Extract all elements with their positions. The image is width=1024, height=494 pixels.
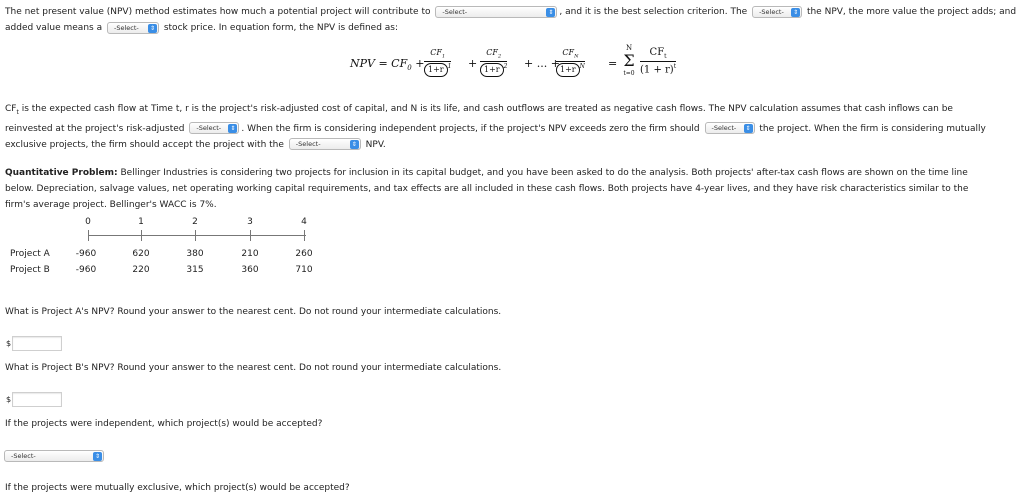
explain-text-4: the project. When the firm is considering mutually: [759, 123, 986, 134]
dropdown-arrow-icon: ⇕: [230, 125, 236, 133]
cf-subscript: t: [16, 108, 19, 116]
project-a-cf: 620: [132, 249, 150, 259]
question-project-a-npv: What is Project A's NPV? Round your answer to the nearest cent. Do not round your intermediate calculations.: [5, 307, 502, 317]
timeline-tick: [88, 230, 89, 241]
select-value: -Select-: [442, 7, 468, 16]
dropdown-arrow-icon: ⇕: [548, 8, 554, 16]
problem-label: Quantitative Problem:: [5, 168, 118, 178]
project-b-cf: -960: [75, 265, 97, 275]
project-b-cf: 360: [241, 265, 259, 275]
formula-sum-term: $CF_t$ $(1 + r)^t$: [640, 47, 677, 76]
intro-text-5: stock price. In equation form, the NPV is defined as:: [163, 23, 399, 33]
intro-text-1: The net present value (NPV) method estimates how much a potential project will contribute to: [5, 7, 431, 17]
timeline-tick: [304, 230, 305, 241]
highest-npv-select[interactable]: [289, 138, 361, 150]
sigma-icon: Σ: [623, 51, 635, 70]
reinvestment-select[interactable]: [189, 122, 239, 134]
period-label: 4: [301, 217, 307, 227]
project-a-npv-input[interactable]: [12, 336, 62, 351]
formula-term-1: $\frac{CF_1}{1+r ^1}$: [424, 48, 451, 77]
project-a-cf: 380: [186, 249, 204, 259]
explain-text-2: reinvested at the project's risk-adjusted: [5, 123, 185, 134]
formula-term-2: $\frac{CF_2}{1+r ^2}$: [480, 48, 507, 77]
select-value: -Select-: [113, 23, 139, 32]
problem-paragraph: [5, 165, 1020, 213]
project-a-cf: 260: [295, 249, 313, 259]
select-value: -Select-: [11, 452, 36, 460]
dropdown-arrow-icon: ⇕: [793, 8, 799, 16]
explain-text-5: exclusive projects, the firm should accept the project with the: [5, 139, 284, 150]
project-b-npv-input[interactable]: [12, 392, 62, 407]
project-b-cf: 315: [186, 265, 204, 275]
period-label: 2: [192, 217, 198, 227]
period-label: 3: [247, 217, 253, 227]
timeline-axis: [88, 235, 306, 236]
explain-text-1: is the expected cash flow at Time t, r is the project's risk-adjusted cost of capital, and N is its life, and cash outflows are treated as negative cash flows. The NPV calculation assumes that cash inflows can be: [21, 104, 953, 114]
project-a-cf: -960: [75, 249, 97, 259]
question-independent: If the projects were independent, which project(s) would be accepted?: [5, 419, 323, 429]
project-b-label: Project B: [10, 265, 50, 275]
timeline-tick: [141, 230, 142, 241]
select-value: -Select-: [196, 124, 222, 133]
dropdown-arrow-icon: ⇕: [351, 141, 357, 149]
intro-text-3: the NPV, the more value the project adds; and: [806, 7, 1017, 17]
explanation-paragraph: [5, 101, 1020, 153]
formula-ellipsis: + ... +: [524, 57, 560, 70]
sigma-lower-limit: t=0: [623, 70, 635, 77]
select-value: -Select-: [711, 124, 737, 133]
timeline-tick: [195, 230, 196, 241]
project-b-cf: 710: [295, 265, 313, 275]
problem-line-1: Bellinger Industries is considering two projects for inclusion in its capital budget, and you have been asked to do the analysis. Both projects' after-tax cash flows are shown on the time line: [120, 168, 968, 178]
independent-projects-select[interactable]: [4, 450, 104, 462]
stock-price-select[interactable]: [107, 22, 159, 34]
dropdown-arrow-icon: ⇕: [745, 125, 751, 133]
intro-text-2: , and it is the best selection criterion. The: [559, 7, 748, 17]
sigma-upper-limit: N: [625, 44, 633, 52]
explain-text-6: NPV.: [365, 139, 386, 150]
dropdown-arrow-icon: ⇕: [149, 24, 155, 32]
intro-paragraph: [5, 4, 1020, 36]
problem-line-3: firm's average project. Bellinger's WACC is 7%.: [5, 200, 217, 210]
formula-plus: +: [468, 57, 478, 70]
npv-magnitude-select[interactable]: [752, 6, 802, 18]
question-project-b-npv: What is Project B's NPV? Round your answer to the nearest cent. Do not round your intermediate calculations.: [5, 363, 502, 373]
formula-term-n: $CF_N$ 1+r $^N$: [556, 48, 585, 77]
select-value: -Select-: [295, 140, 321, 149]
explain-text-3: . When the firm is considering independent projects, if the project's NPV exceeds zero the firm should: [241, 123, 700, 134]
period-label: 0: [85, 217, 91, 227]
problem-line-2: below. Depreciation, salvage values, net operating working capital requirements, and tax effects are all included in these cash flows. Both projects have 4-year lives, and they have risk characteristics similar to the: [5, 184, 969, 194]
timeline-tick: [250, 230, 251, 241]
project-a-cf: 210: [241, 249, 259, 259]
period-label: 1: [138, 217, 144, 227]
dropdown-arrow-icon: ⇕: [94, 453, 101, 460]
contribution-select[interactable]: [435, 6, 557, 18]
formula-lhs: NPV = $CF_0$ +: [350, 57, 425, 73]
cf-symbol: CF: [5, 104, 17, 114]
independent-select-wrap: [4, 450, 104, 462]
currency-symbol: $: [6, 395, 12, 404]
intro-text-4: added value means a: [5, 23, 103, 33]
accept-reject-select[interactable]: [705, 122, 755, 134]
formula-equals: =: [608, 57, 618, 70]
currency-symbol: $: [6, 339, 12, 348]
question-mutually-exclusive: If the projects were mutually exclusive, which project(s) would be accepted?: [5, 483, 350, 493]
project-a-label: Project A: [10, 249, 50, 259]
project-b-cf: 220: [132, 265, 150, 275]
select-value: -Select-: [759, 7, 784, 16]
